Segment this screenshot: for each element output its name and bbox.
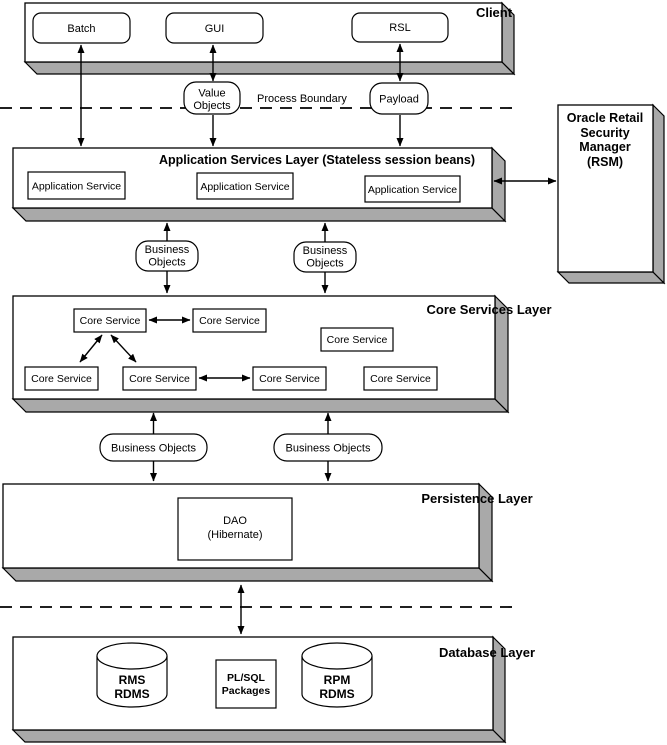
application-service-label: Application Service <box>200 181 290 193</box>
rsm-depth-right <box>653 105 664 283</box>
gui-label: GUI <box>204 23 225 35</box>
business-objects-upper-right-line1: Business <box>302 245 348 257</box>
core-service-label: Core Service <box>259 373 320 385</box>
business-objects-upper-right-line2: Objects <box>306 257 344 270</box>
rms-label-line1: RMS <box>118 673 146 687</box>
value-objects-label-line2: Objects <box>193 100 231 112</box>
core-services-layer-depth-bottom <box>13 399 508 412</box>
persistence-layer-title: Persistence Layer <box>421 491 533 506</box>
value-objects-label-line1: Value <box>198 87 226 100</box>
rsm-label-line2: Security <box>580 126 630 140</box>
plsql-label-line2: Packages <box>221 685 271 697</box>
application-service-label: Application Service <box>367 184 458 196</box>
payload-label: Payload <box>379 93 419 106</box>
rpm-label-line2: RDMS <box>319 687 355 701</box>
database-layer-title: Database Layer <box>438 645 536 660</box>
business-objects-lower-right-label: Business Objects <box>285 442 371 455</box>
core-service-label: Core Service <box>326 334 388 346</box>
rms-label-line2: RDMS <box>114 687 150 701</box>
rpm-label-line1: RPM <box>323 673 351 687</box>
app-services-layer-depth-bottom <box>13 208 505 221</box>
dao-label-line1: DAO <box>223 515 247 527</box>
batch-label: Batch <box>67 23 96 35</box>
plsql-packages-box <box>216 660 276 708</box>
core-service-label: Core Service <box>199 315 260 327</box>
business-objects-lower-left-label: Business Objects <box>111 442 196 455</box>
core-service-label: Core Service <box>370 373 431 385</box>
business-objects-upper-left-line1: Business <box>144 244 190 256</box>
core-service-label: Core Service <box>129 373 190 385</box>
rpm-cylinder-top <box>302 643 372 669</box>
client-layer-depth-bottom <box>25 62 514 74</box>
process-boundary-label: Process Boundary <box>257 93 347 105</box>
rsm-label-line4: (RSM) <box>586 155 624 169</box>
rsm-label-line1: Oracle Retail <box>566 111 644 125</box>
rms-cylinder-top <box>97 643 167 669</box>
database-layer-depth-bottom <box>13 730 505 742</box>
core-service-label: Core Service <box>31 373 92 385</box>
persistence-layer-depth-bottom <box>3 568 492 581</box>
core-service-label: Core Service <box>79 315 141 327</box>
rsm-depth-bottom <box>558 272 664 283</box>
rsl-label: RSL <box>389 22 411 34</box>
app-services-layer-depth-right <box>492 148 505 221</box>
application-service-label: Application Service <box>31 180 122 193</box>
core-services-layer-title: Core Services Layer <box>426 302 552 317</box>
app-services-layer-title: Application Services Layer (Stateless session beans) <box>158 153 476 167</box>
business-objects-upper-left-line2: Objects <box>148 256 186 269</box>
plsql-label-line1: PL/SQL <box>227 672 265 684</box>
client-layer-title: Client <box>475 5 513 20</box>
dao-label-line2: (Hibernate) <box>207 529 263 541</box>
rsm-label-line3: Manager <box>579 140 631 154</box>
